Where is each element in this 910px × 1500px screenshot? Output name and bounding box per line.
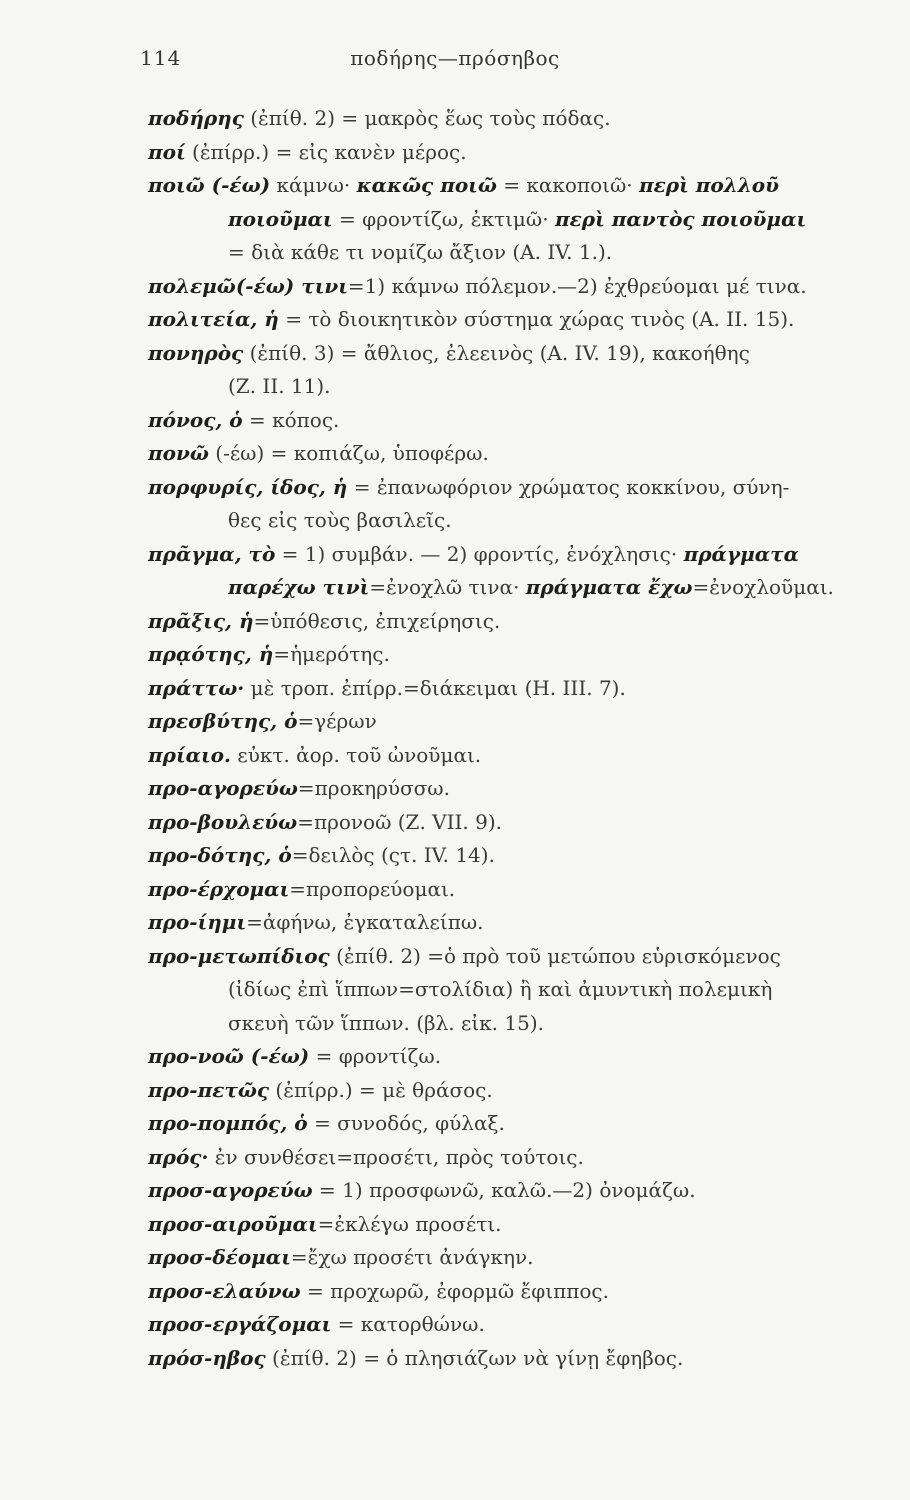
headword: προσ-αγορεύω bbox=[148, 1178, 313, 1202]
headword: κακῶς ποιῶ bbox=[356, 173, 497, 197]
headword: προ-μετωπίδιος bbox=[148, 943, 330, 968]
entry-line bbox=[148, 169, 878, 203]
definition: κάμνω· bbox=[270, 173, 357, 197]
definition: = τὸ διοικητικὸν σύστημα χώρας τινὸς (Α. II. 15). bbox=[278, 307, 795, 331]
entry-line bbox=[148, 1342, 878, 1376]
entry-line bbox=[148, 638, 878, 672]
headword: περὶ παντὸς ποιοῦμαι bbox=[554, 206, 807, 231]
headword: προ-έρχομαι bbox=[148, 876, 290, 901]
definition: (ἐπίρρ.) = μὲ θράσος. bbox=[269, 1077, 493, 1102]
headword: πόνος, ὁ bbox=[148, 407, 243, 432]
definition: = διὰ κάθε τι νομίζω ἄξιον (Α. IV. 1.). bbox=[228, 240, 613, 264]
entry-line bbox=[148, 739, 878, 773]
entry-continuation-line bbox=[148, 1007, 878, 1041]
headword: προσ-ελαύνω bbox=[148, 1278, 301, 1303]
headword: ποδήρης bbox=[148, 106, 244, 130]
headword: ποιῶ (-έω) bbox=[148, 173, 271, 197]
definition: = 1) προσφωνῶ, καλῶ.—2) ὀνομάζω. bbox=[312, 1178, 696, 1202]
definition: =ἐνοχλοῦμαι. bbox=[692, 575, 834, 599]
headword: προσ-αιροῦμαι bbox=[148, 1211, 318, 1236]
running-title: ποδήρης—πρόσηβος bbox=[350, 46, 560, 70]
entry-line bbox=[148, 538, 878, 572]
headword: προ-δότης, ὁ bbox=[148, 843, 292, 867]
headword: πολιτεία, ἡ bbox=[148, 307, 279, 331]
definition: θες εἰς τοὺς βασιλεῖς. bbox=[228, 508, 452, 532]
headword: πορφυρίς, ίδος, ἡ bbox=[148, 474, 348, 499]
entry-line bbox=[148, 102, 878, 136]
definition: = φροντίζω. bbox=[309, 1044, 442, 1068]
headword: παρέχω τινὶ bbox=[228, 575, 370, 599]
headword: προ-βουλεύω bbox=[148, 809, 298, 834]
headword: πρᾶγμα, τὸ bbox=[148, 541, 276, 566]
entry-continuation-line bbox=[148, 571, 878, 605]
entry-line bbox=[148, 940, 878, 974]
headword: προ-πομπός, ὁ bbox=[148, 1111, 308, 1135]
headword: προσ-εργάζομαι bbox=[148, 1312, 332, 1336]
entry-line bbox=[148, 1275, 878, 1309]
definition: (ἐπίθ. 2) =ὁ πρὸ τοῦ μετώπου εὑρισκόμενος bbox=[329, 943, 781, 968]
entry-line bbox=[148, 772, 878, 806]
definition: (ἐπίθ. 2) = μακρὸς ἕως τοὺς πόδας. bbox=[243, 106, 611, 130]
entry-continuation-line bbox=[148, 370, 878, 404]
headword: πρίαιο. bbox=[148, 742, 231, 767]
definition: ἐν συνθέσει=προσέτι, πρὸς τούτοις. bbox=[208, 1144, 584, 1169]
headword: προ-αγορεύω bbox=[148, 776, 298, 800]
definition: (ἰδίως ἐπὶ ἵππων=στολίδια) ἢ καὶ ἀμυντικὴ πολεμικὴ bbox=[228, 977, 773, 1001]
definition: εὐκτ. ἀορ. τοῦ ὠνοῦμαι. bbox=[231, 742, 482, 767]
definition: =ἡμερότης. bbox=[273, 642, 390, 666]
headword: προ-νοῶ (-έω) bbox=[148, 1044, 310, 1068]
definition: =ἔχω προσέτι ἀνάγκην. bbox=[290, 1245, 534, 1269]
entry-line bbox=[148, 471, 878, 505]
definition: =ἐνοχλῶ τινα· bbox=[369, 575, 526, 599]
entry-line bbox=[148, 1208, 878, 1242]
headword: ποιοῦμαι bbox=[228, 206, 333, 231]
headword: προσ-δέομαι bbox=[148, 1245, 291, 1269]
definition: =προκηρύσσω. bbox=[297, 776, 450, 800]
headword: ποί bbox=[148, 139, 186, 164]
headword: προ-πετῶς bbox=[148, 1077, 270, 1102]
definition: = προχωρῶ, ἐφορμῶ ἔφιππος. bbox=[300, 1278, 609, 1303]
definition: = συνοδός, φύλαξ. bbox=[307, 1111, 505, 1135]
entry-line bbox=[148, 1174, 878, 1208]
definition: =δειλὸς (ςτ. IV. 14). bbox=[291, 843, 495, 867]
definition: = κατορθώνω. bbox=[331, 1312, 485, 1336]
headword: πρεσβύτης, ὁ bbox=[148, 709, 298, 733]
entry-line bbox=[148, 705, 878, 739]
headword: πράγματα ἔχω bbox=[525, 575, 693, 599]
definition: =ἀφήνω, ἐγκαταλείπω. bbox=[246, 910, 484, 934]
headword: προ-ίημι bbox=[148, 910, 247, 934]
entry-continuation-line bbox=[148, 236, 878, 270]
entry-line bbox=[148, 1308, 878, 1342]
entry-continuation-line bbox=[148, 973, 878, 1007]
headword: πρόσ-ηβος bbox=[148, 1345, 266, 1370]
entry-line bbox=[148, 1241, 878, 1275]
headword: πολεμῶ(-έω) τινι bbox=[148, 273, 348, 298]
entry-line bbox=[148, 1040, 878, 1074]
definition: =ὑπόθεσις, ἐπιχείρησις. bbox=[253, 608, 501, 633]
entry-line bbox=[148, 337, 878, 371]
definition: (ἐπίθ. 3) = ἄθλιος, ἐλεεινὸς (Α. IV. 19), κακοήθης bbox=[243, 340, 750, 365]
entry-line bbox=[148, 1107, 878, 1141]
headword: πονηρὸς bbox=[148, 340, 244, 365]
entry-line bbox=[148, 437, 878, 471]
entry-continuation-line bbox=[148, 504, 878, 538]
definition: = κακοποιῶ· bbox=[496, 173, 639, 197]
entry-line bbox=[148, 873, 878, 907]
entry-line bbox=[148, 1141, 878, 1175]
definition: =1) κάμνω πόλεμον.—2) ἐχθρεύομαι μέ τινα. bbox=[347, 273, 807, 298]
definition: (ἐπίρρ.) = εἰς κανὲν μέρος. bbox=[185, 139, 467, 164]
headword: πράττω· bbox=[148, 675, 245, 700]
headword: πράγματα bbox=[683, 541, 799, 566]
entry-line bbox=[148, 404, 878, 438]
entry-line bbox=[148, 136, 878, 170]
definition: (ἐπίθ. 2) = ὁ πλησιάζων νὰ γίνῃ ἔφηβος. bbox=[265, 1345, 684, 1370]
page-number: 114 bbox=[140, 46, 182, 70]
definition: = 1) συμβάν. — 2) φροντίς, ἐνόχλησις· bbox=[275, 541, 684, 566]
entry-line bbox=[148, 605, 878, 639]
headword: πονῶ bbox=[148, 441, 209, 465]
definition: =ἐκλέγω προσέτι. bbox=[317, 1211, 502, 1236]
definition: =γέρων bbox=[297, 709, 377, 733]
entry-line bbox=[148, 806, 878, 840]
headword: πρᾶξις, ἡ bbox=[148, 608, 254, 633]
entry-list bbox=[148, 102, 878, 1375]
entry-continuation-line bbox=[148, 203, 878, 237]
definition: (-έω) = κοπιάζω, ὑποφέρω. bbox=[208, 441, 489, 465]
headword: πρός· bbox=[148, 1144, 209, 1169]
definition: = ἐπανωφόριον χρώματος κοκκίνου, σύνη- bbox=[347, 474, 790, 499]
definition: =προνοῶ (Ζ. VII. 9). bbox=[297, 809, 503, 834]
entry-line bbox=[148, 270, 878, 304]
headword: περὶ πολλοῦ bbox=[638, 173, 779, 197]
definition: = φροντίζω, ἐκτιμῶ· bbox=[332, 206, 555, 231]
entry-line bbox=[148, 303, 878, 337]
entry-line bbox=[148, 672, 878, 706]
entry-line bbox=[148, 906, 878, 940]
definition: =προπορεύομαι. bbox=[289, 876, 456, 901]
definition: μὲ τροπ. ἐπίρρ.=διάκειμαι (Η. III. 7). bbox=[244, 675, 626, 700]
headword: πρᾳότης, ἡ bbox=[148, 642, 274, 666]
definition: σκευὴ τῶν ἵππων. (βλ. εἰκ. 15). bbox=[228, 1010, 544, 1035]
entry-line bbox=[148, 1074, 878, 1108]
definition: (Ζ. II. 11). bbox=[228, 374, 331, 398]
definition: = κόπος. bbox=[242, 407, 340, 432]
entry-line bbox=[148, 839, 878, 873]
